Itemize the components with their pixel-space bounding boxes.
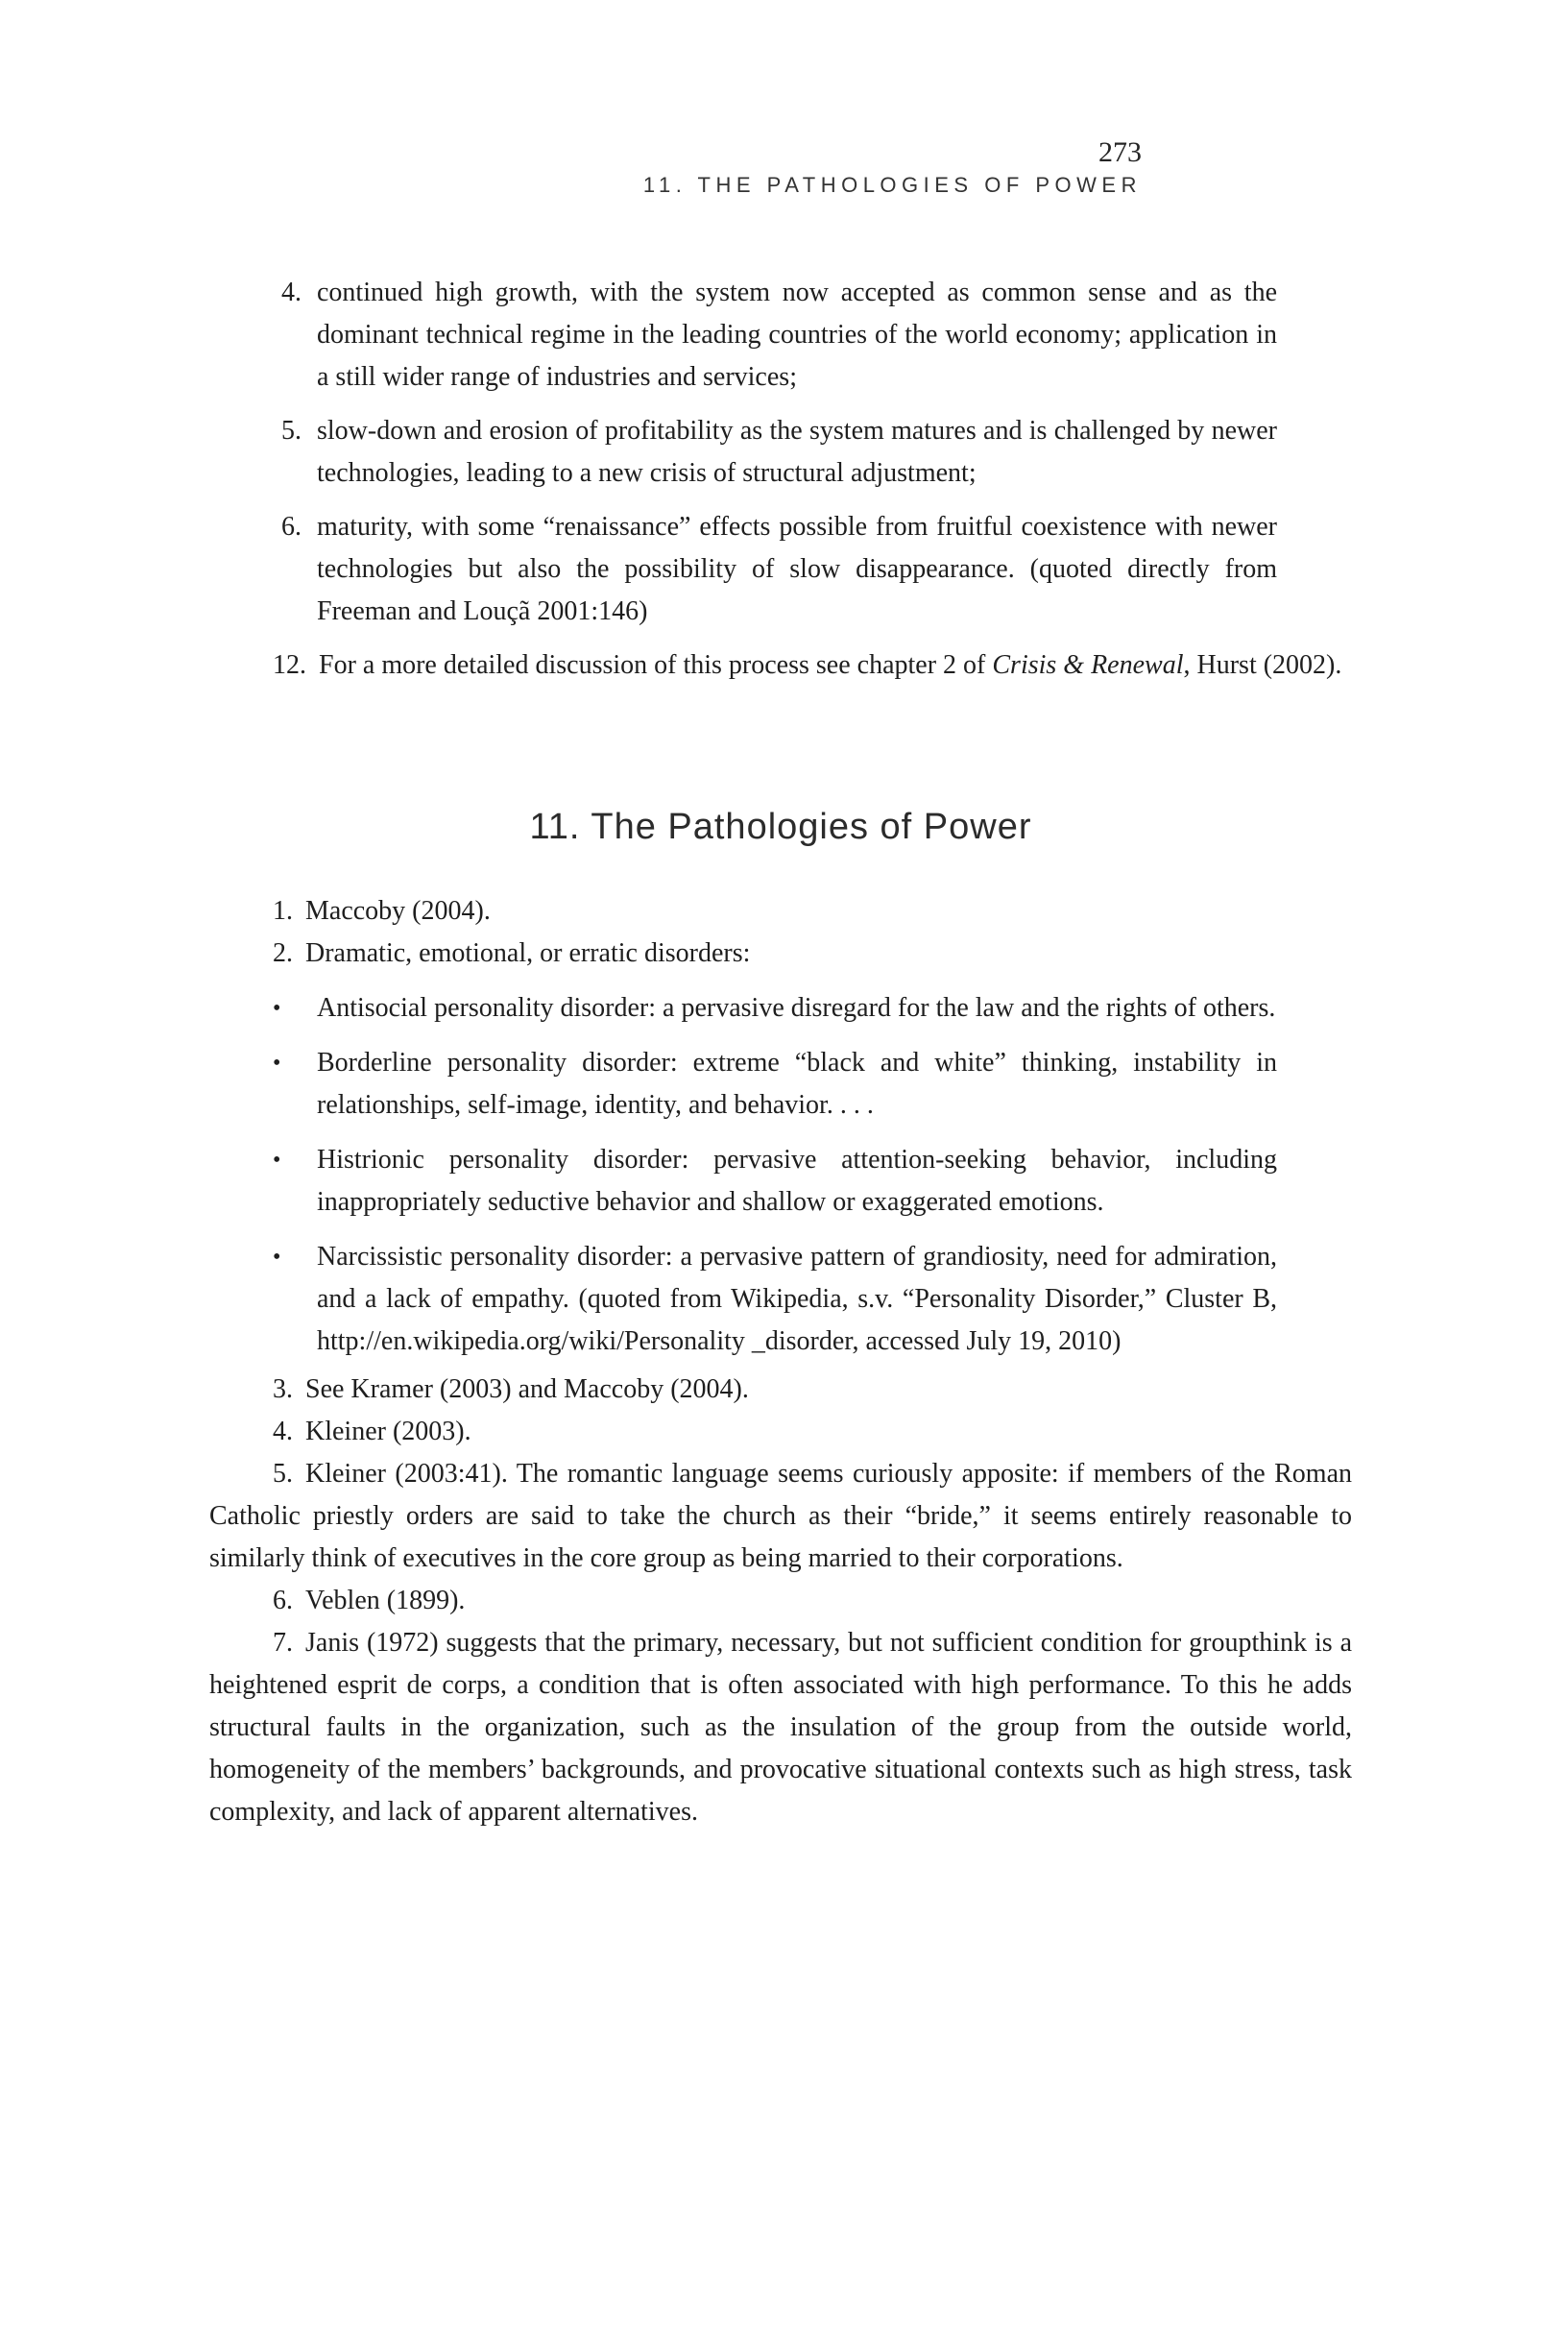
- section-heading: 11. The Pathologies of Power: [529, 807, 1032, 847]
- endnote-number: 4.: [281, 278, 302, 307]
- note-text: Maccoby (2004).: [305, 896, 491, 926]
- note-paragraph: [209, 644, 1352, 687]
- note-text: See Kramer (2003) and Maccoby (2004).: [305, 1374, 749, 1404]
- bullet-item: [209, 1139, 1277, 1224]
- bullet-text: Antisocial personality disorder: a pervasive disregard for the law and the rights of others.: [317, 993, 1276, 1023]
- endnote-text: maturity, with some “renaissance” effects possible from fruitful coexistence with newer technologies but also the possibility of slow disappearance. (quoted directly from Freeman and Louçã 2001:146): [317, 512, 1277, 626]
- note-number: 4.: [273, 1417, 293, 1446]
- endnote-number: 5.: [281, 416, 302, 446]
- page-number: 273: [1098, 136, 1142, 168]
- note-text: Veblen (1899).: [305, 1586, 466, 1615]
- note-number: 2.: [273, 938, 293, 968]
- note-paragraph: [209, 1580, 1352, 1622]
- note-text: Kleiner (2003).: [305, 1417, 471, 1446]
- disorder-bullet-list: [209, 987, 1352, 1363]
- endnote-number: 6.: [281, 512, 302, 542]
- note-text: Dramatic, emotional, or erratic disorders:: [305, 938, 751, 968]
- endnote-text: continued high growth, with the system now accepted as common sense and as the dominant technical regime in the leading countries of the world economy; application in a still wider range of industries and services;: [317, 278, 1277, 392]
- note-paragraph: [209, 1622, 1352, 1833]
- text-column: [209, 0, 1352, 1833]
- endnote-item: [209, 272, 1277, 399]
- note-number: 7.: [273, 1628, 293, 1658]
- bullet-text: Borderline personality disorder: extreme “black and white” thinking, instability in relationships, self-image, identity, and behavior. . . .: [317, 1048, 1277, 1120]
- bullet-item: [209, 1236, 1277, 1363]
- quoted-numbered-list: [209, 272, 1352, 633]
- bullet-icon: •: [273, 1148, 281, 1173]
- note-number: 12.: [273, 650, 306, 680]
- bullet-icon: •: [273, 1245, 281, 1270]
- endnote-item: [209, 410, 1277, 495]
- bullet-icon: •: [273, 996, 281, 1021]
- note-number: 3.: [273, 1374, 293, 1404]
- bullet-item: [209, 1042, 1277, 1127]
- note-paragraph: [209, 890, 1352, 933]
- note-paragraph: [209, 933, 1352, 975]
- endnote-item: [209, 506, 1277, 633]
- running-head: 11. THE PATHOLOGIES OF POWER: [642, 173, 1142, 197]
- bullet-text: Narcissistic personality disorder: a pervasive pattern of grandiosity, need for admiration, and a lack of empathy. (quoted from Wikipedia, s.v. “Personality Disorder,” Cluster B, http://en.wikipedia.org/wiki/Personality _disorder, accessed July 19, 2010): [317, 1242, 1277, 1356]
- bullet-icon: •: [273, 1051, 281, 1076]
- bullet-item: [209, 987, 1277, 1030]
- notes-group-bottom: [209, 1369, 1352, 1833]
- note-paragraph: [209, 1453, 1352, 1580]
- note-paragraph: [209, 1411, 1352, 1453]
- note-number: 5.: [273, 1459, 293, 1489]
- note-paragraph: [209, 1369, 1352, 1411]
- bullet-text: Histrionic personality disorder: pervasive attention-seeking behavior, including inappropriately seductive behavior and shallow or exaggerated emotions.: [317, 1145, 1277, 1217]
- notes-group-top: [209, 890, 1352, 975]
- note-number: 6.: [273, 1586, 293, 1615]
- endnote-text: slow-down and erosion of profitability as the system matures and is challenged by newer technologies, leading to a new crisis of structural adjustment;: [317, 416, 1277, 488]
- note-number: 1.: [273, 896, 293, 926]
- note-text: For a more detailed discussion of this process see chapter 2 of Crisis & Renewal, Hurst (2002).: [319, 650, 1342, 680]
- note-text: Janis (1972) suggests that the primary, necessary, but not sufficient condition for groupthink is a heightened esprit de corps, a condition that is often associated with high performance. To this he adds structural faults in the organization, such as the insulation of the group from the outside world, homogeneity of the members’ backgrounds, and provocative situational contexts such as high stress, task complexity, and lack of apparent alternatives.: [209, 1628, 1352, 1827]
- note-text: Kleiner (2003:41). The romantic language seems curiously apposite: if members of the Roman Catholic priestly orders are said to take the church as their “bride,” it seems entirely reasonable to similarly think of executives in the core group as being married to their corporations.: [209, 1459, 1352, 1573]
